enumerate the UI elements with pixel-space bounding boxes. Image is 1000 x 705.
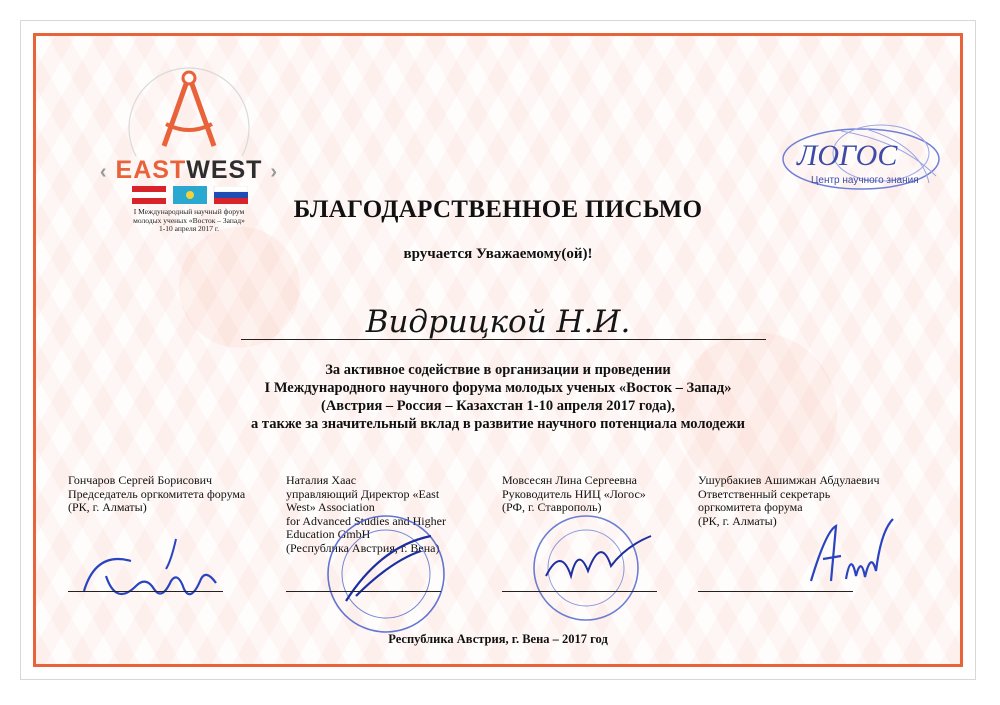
signature-goncharov: [76, 531, 226, 611]
wordmark-east: EAST: [115, 156, 187, 184]
logos-tagline: Центр научного знания: [811, 175, 919, 186]
signatory-role: West» Association: [286, 500, 375, 514]
signatory-role: оргкомитета форума: [698, 500, 803, 514]
signatory-name: Гончаров Сергей Борисович: [68, 473, 213, 487]
seal-stamp: [516, 506, 666, 626]
signature-line: [698, 591, 853, 592]
body-line: а также за значительный вклад в развитие научного потенциала молодежи: [251, 416, 745, 432]
body-line: За активное содействие в организации и проведении: [325, 362, 671, 378]
logos-logo: [771, 121, 951, 196]
signatory-1: [68, 474, 278, 515]
signature-line: [68, 591, 223, 592]
signatory-role: for Advanced Studies and Higher: [286, 513, 446, 528]
certificate-title: БЛАГОДАРСТВЕННОЕ ПИСЬМО: [293, 196, 703, 223]
signatory-location: (РФ, г. Ставрополь): [502, 500, 602, 514]
body-line: I Международного научного форума молодых ученых «Восток – Запад»: [264, 380, 732, 396]
signatory-location: (Республика Австрия, г. Вена): [286, 540, 440, 555]
wordmark-west: WEST: [186, 156, 263, 184]
chevron-left-icon: ‹: [99, 161, 108, 183]
signatory-name: Мовсесян Лина Сергеевна: [502, 473, 637, 487]
signatory-location: (РК, г. Алматы): [68, 500, 147, 514]
caption-line: 1-10 апреля 2017 г.: [159, 224, 219, 233]
signature-line: [286, 591, 441, 592]
signatory-role: Ответственный секретарь: [698, 486, 831, 501]
recipient-name: Видрицкой Н.И.: [365, 304, 631, 340]
chevron-right-icon: ›: [270, 161, 279, 183]
caption-line: I Международный научный форум: [133, 207, 245, 216]
signatory-name: Наталия Хаас: [286, 473, 357, 487]
compass-icon: [94, 66, 284, 156]
eastwest-wordmark: [94, 156, 284, 185]
logos-name: ЛОГОС: [797, 139, 898, 172]
certificate-sheet: [20, 20, 976, 680]
certificate-body: [36, 361, 960, 433]
signature-line: [502, 591, 657, 592]
signatory-name: Ушурбакиев Ашимжан Абдулаевич: [698, 473, 880, 487]
certificate-footer: Республика Австрия, г. Вена – 2017 год: [388, 632, 608, 646]
caption-line: молодых ученых «Восток – Запад»: [133, 215, 245, 225]
signatory-role: Руководитель НИЦ «Логос»: [502, 486, 646, 501]
body-line: (Австрия – Россия – Казахстан 1-10 апреля 2017 года),: [320, 398, 675, 414]
signatory-role: Председатель оргкомитета форума: [68, 486, 246, 501]
signatory-role: Education GmbH: [286, 527, 371, 541]
certificate-subtitle: вручается Уважаемому(ой)!: [403, 246, 593, 262]
recipient-underline: [241, 339, 766, 340]
signatory-role: управляющий Директор «East: [286, 486, 440, 501]
seal-stamp: [311, 506, 461, 636]
certificate-frame: [33, 33, 963, 667]
globe-icon: [771, 121, 951, 196]
signature-ushurbakiev: [801, 511, 901, 596]
signatory-location: (РК, г. Алматы): [698, 513, 777, 528]
